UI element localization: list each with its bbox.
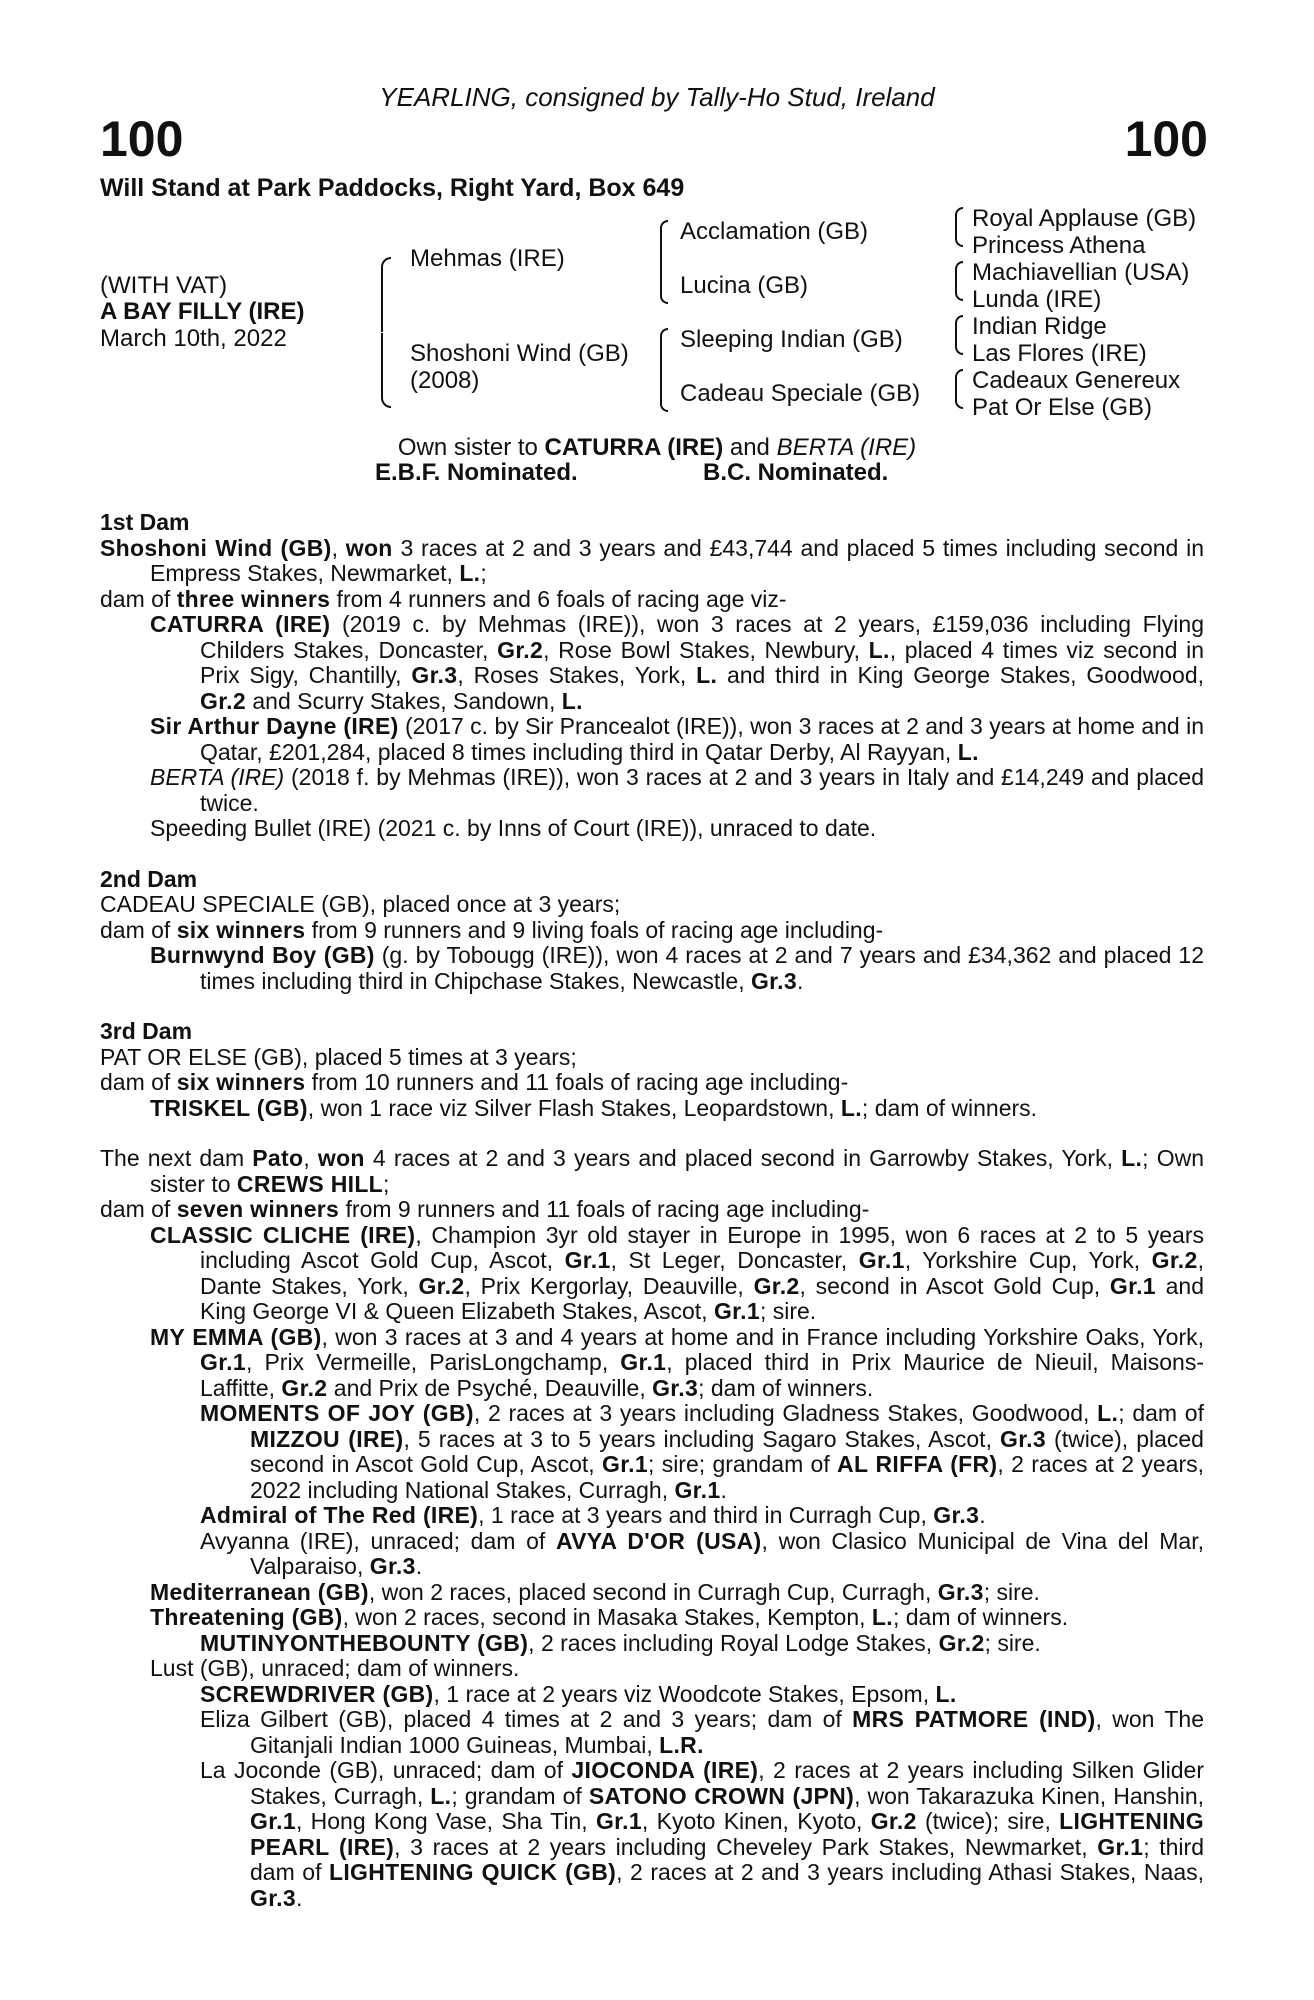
consignment-line: YEARLING, consigned by Tally-Ho Stud, Ireland: [379, 82, 935, 112]
pedigree-brace: [955, 227, 963, 247]
catalogue-text: [100, 510, 1204, 1911]
produce-entry: TRISKEL (GB), won 1 race viz Silver Flash Stakes, Leopardstown, L.; dam of winners.: [150, 1094, 1038, 1121]
produce-entry: Speeding Bullet (IRE) (2021 c. by Inns of Court (IRE)), unraced to date.: [150, 815, 877, 841]
dam-sire: Sleeping Indian (GB): [680, 326, 903, 353]
pedigree-brace: [955, 315, 963, 335]
produce-entry: Admiral of The Red (IRE), 1 race at 3 years and third in Curragh Cup, Gr.3.: [200, 1502, 986, 1528]
produce-entry: Threatening (GB), won 2 races, second in Masaka Stakes, Kempton, L.; dam of winners.: [150, 1604, 1069, 1630]
ancestor-5: Indian Ridge: [972, 313, 1107, 340]
third-dam-record: PAT OR ELSE (GB), placed 5 times at 3 years;: [100, 1043, 577, 1070]
first-dam-heading: 1st Dam: [100, 509, 190, 535]
produce-entry: Eliza Gilbert (GB), placed 4 times at 2 and 3 years; dam of MRS PATMORE (IND), won The Gitanjali Indian 1000 Guineas, Mumbai, L.R.: [200, 1706, 1204, 1758]
produce-entry: SCREWDRIVER (GB), 1 race at 2 years viz Woodcote Stakes, Epsom, L.: [200, 1680, 957, 1707]
produce-entry: La Joconde (GB), unraced; dam of JIOCONDA (IRE), 2 races at 2 years including Silken Glider Stakes, Curragh, L.; grandam of SATONO CROWN (JPN), won Takarazuka Kinen, Hanshin, Gr.1, Hong Kong Vase, Sha Tin, Gr.1, Kyoto Kinen, Kyoto, Gr.2 (twice); sire, LIGHTENING PEARL (IRE), 3 races at 2 years including Cheveley Park Stakes, Newmarket, Gr.1; third dam of LIGHTENING QUICK (GB), 2 races at 2 and 3 years including Athasi Stakes, Naas, Gr.3.: [200, 1757, 1205, 1911]
sire-name: Mehmas (IRE): [410, 245, 565, 272]
third-dam-heading: 3rd Dam: [100, 1018, 193, 1044]
produce-entry: BERTA (IRE) (2018 f. by Mehmas (IRE)), won 3 races at 2 and 3 years in Italy and £14,249 and placed twice.: [150, 764, 1204, 816]
third-dam-produce-summary: dam of six winners from 10 runners and 11 foals of racing age including-: [100, 1069, 849, 1095]
produce-entry: MUTINYONTHEBOUNTY (GB), 2 races including Royal Lodge Stakes, Gr.2; sire.: [200, 1629, 1041, 1656]
first-dam-produce-summary: dam of three winners from 4 runners and 6 foals of racing age viz-: [100, 585, 787, 612]
second-dam-record: CADEAU SPECIALE (GB), placed once at 3 years;: [100, 891, 621, 917]
bc-nominated: B.C. Nominated.: [703, 459, 889, 486]
pedigree-brace: [955, 281, 963, 301]
pedigree-brace: [381, 257, 391, 332]
lot-number-right: 100: [1124, 111, 1208, 167]
pedigree-brace: [660, 370, 668, 412]
vat-label: (WITH VAT): [100, 272, 228, 299]
pedigree-brace: [955, 207, 963, 227]
produce-entry: Avyanna (IRE), unraced; dam of AVYA D'OR (USA), won Clasico Municipal de Vina del Mar, Valparaiso, Gr.3.: [200, 1527, 1204, 1579]
pedigree-brace: [955, 369, 963, 389]
dam-name: Shoshoni Wind (GB): [410, 340, 629, 367]
produce-entry: MY EMMA (GB), won 3 races at 3 and 4 years at home and in France including Yorkshire Oaks, York, Gr.1, Prix Vermeille, ParisLongchamp, Gr.1, placed third in Prix Maurice de Nieuil, Maisons-Laffitte, Gr.2 and Prix de Psyché, Deauville, Gr.3; dam of winners.: [150, 1323, 1204, 1401]
produce-entry: CATURRA (IRE) (2019 c. by Mehmas (IRE)), won 3 races at 2 years, £159,036 including Flying Childers Stakes, Doncaster, Gr.2, Rose Bowl Stakes, Newbury, L., placed 4 times viz second in Prix Sigy, Chantilly, Gr.3, Roses Stakes, York, L. and third in King George Stakes, Goodwood, Gr.2 and Scurry Stakes, Sandown, L.: [150, 611, 1204, 714]
produce-entry: CLASSIC CLICHE (IRE), Champion 3yr old stayer in Europe in 1995, won 6 races at 2 to 5 years including Ascot Gold Cup, Ascot, Gr.1, St Leger, Doncaster, Gr.1, Yorkshire Cup, York, Gr.2, Dante Stakes, York, Gr.2, Prix Kergorlay, Deauville, Gr.2, second in Ascot Gold Cup, Gr.1 and King George VI & Queen Elizabeth Stakes, Ascot, Gr.1; sire.: [150, 1221, 1205, 1324]
sire-dam: Lucina (GB): [680, 272, 809, 299]
next-dam-produce-summary: dam of seven winners from 9 runners and 11 foals of racing age including-: [100, 1196, 870, 1222]
second-dam-produce-summary: dam of six winners from 9 runners and 9 living foals of racing age including-: [100, 916, 884, 943]
sire-sire: Acclamation (GB): [680, 218, 869, 245]
horse-name: A BAY FILLY (IRE): [100, 298, 305, 325]
ancestor-4: Lunda (IRE): [972, 286, 1102, 313]
pedigree-brace: [955, 389, 963, 409]
produce-entry: Mediterranean (GB), won 2 races, placed second in Curragh Cup, Curragh, Gr.3; sire.: [150, 1578, 1040, 1605]
pedigree-brace: [660, 262, 668, 304]
ancestor-7: Cadeaux Genereux: [972, 367, 1181, 394]
produce-entry: Lust (GB), unraced; dam of winners.: [150, 1655, 520, 1681]
ebf-nominated: E.B.F. Nominated.: [375, 459, 578, 486]
second-dam-heading: 2nd Dam: [100, 865, 198, 892]
ancestor-1: Royal Applause (GB): [972, 205, 1197, 232]
produce-entry: Burnwynd Boy (GB) (g. by Tobougg (IRE)), won 4 races at 2 and 7 years and £34,362 and placed 12 times including third in Chipchase Stakes, Newcastle, Gr.3.: [150, 942, 1204, 994]
first-dam-record: Shoshoni Wind (GB), won 3 races at 2 and 3 years and £43,744 and placed 5 times including second in Empress Stakes, Newmarket, L.;: [100, 534, 1205, 586]
dam-year: (2008): [410, 367, 480, 394]
pedigree-brace: [660, 328, 668, 370]
next-dam-record: The next dam Pato, won 4 races at 2 and 3 years and placed second in Garrowby Stakes, York, L.; Own sister to CREWS HILL;: [100, 1145, 1204, 1197]
foaling-date: March 10th, 2022: [100, 325, 287, 352]
pedigree-brace: [955, 335, 963, 355]
pedigree-brace: [955, 261, 963, 281]
stand-location: Will Stand at Park Paddocks, Right Yard, Box 649: [100, 174, 685, 202]
pedigree-brace: [660, 220, 668, 262]
own-sister-note: Own sister to CATURRA (IRE) and BERTA (IRE): [397, 434, 917, 461]
ancestor-6: Las Flores (IRE): [972, 340, 1147, 367]
produce-entry: MOMENTS OF JOY (GB), 2 races at 3 years including Gladness Stakes, Goodwood, L.; dam of MIZZOU (IRE), 5 races at 3 to 5 years including Sagaro Stakes, Ascot, Gr.3 (twice), placed second in Ascot Gold Cup, Ascot, Gr.1; sire; grandam of AL RIFFA (FR), 2 races at 2 years, 2022 including National Stakes, Curragh, Gr.1.: [200, 1400, 1204, 1503]
ancestor-2: Princess Athena: [972, 232, 1146, 259]
dam-dam: Cadeau Speciale (GB): [680, 380, 921, 407]
ancestor-3: Machiavellian (USA): [972, 259, 1190, 286]
produce-entry: Sir Arthur Dayne (IRE) (2017 c. by Sir Prancealot (IRE)), won 3 races at 2 and 3 years at home and in Qatar, £201,284, placed 8 times including third in Qatar Derby, Al Rayyan, L.: [150, 713, 1205, 765]
pedigree-brace: [381, 333, 391, 408]
ancestor-8: Pat Or Else (GB): [972, 394, 1153, 421]
lot-number-left: 100: [100, 111, 184, 167]
